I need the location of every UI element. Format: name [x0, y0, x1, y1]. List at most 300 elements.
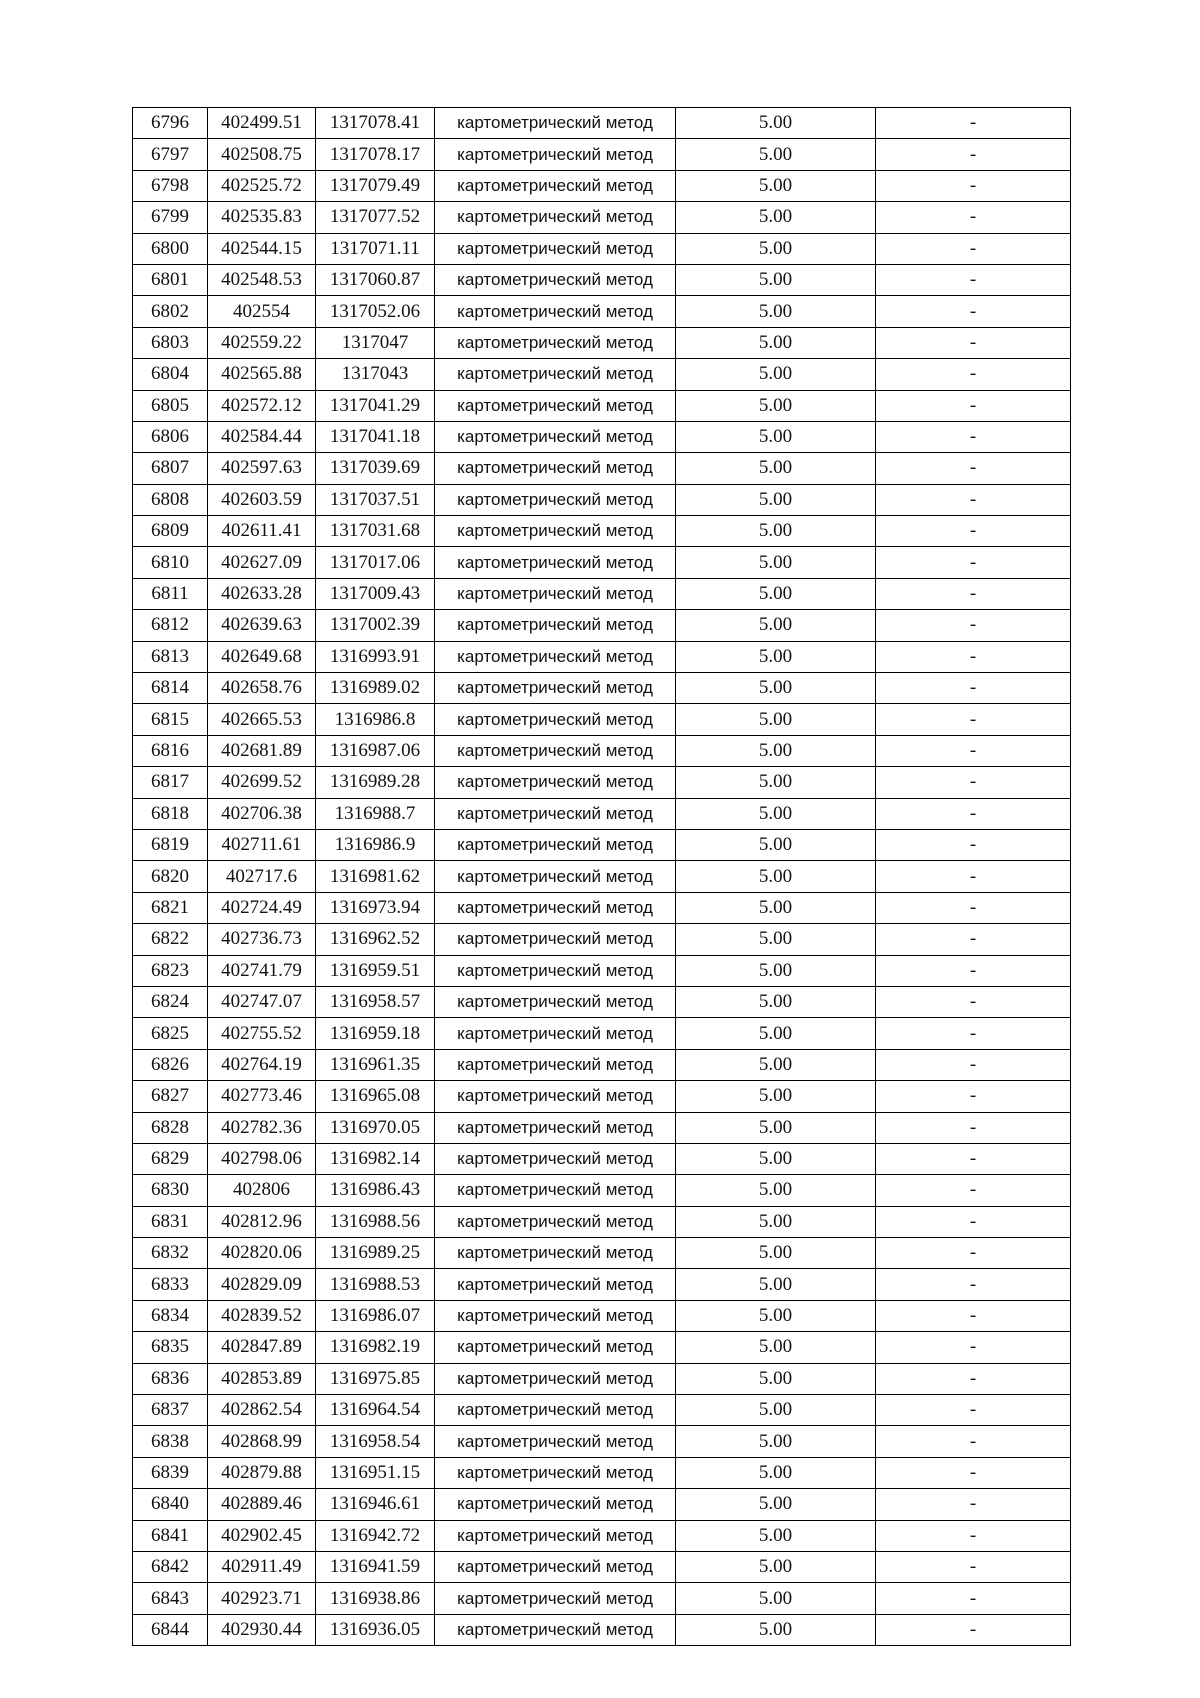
y-coordinate-cell: 1317031.68 — [316, 516, 435, 547]
note-cell: - — [876, 1206, 1071, 1237]
note-cell: - — [876, 610, 1071, 641]
method-cell: картометрический метод — [435, 767, 676, 798]
accuracy-cell: 5.00 — [676, 233, 876, 264]
x-coordinate-cell: 402658.76 — [208, 673, 316, 704]
table-row — [133, 296, 1071, 327]
y-coordinate-cell: 1317041.29 — [316, 390, 435, 421]
y-coordinate-cell: 1317078.41 — [316, 108, 435, 139]
method-cell: картометрический метод — [435, 892, 676, 923]
x-coordinate-cell: 402681.89 — [208, 735, 316, 766]
x-coordinate-cell: 402565.88 — [208, 359, 316, 390]
accuracy-cell: 5.00 — [676, 1143, 876, 1174]
note-cell: - — [876, 390, 1071, 421]
accuracy-cell: 5.00 — [676, 359, 876, 390]
method-cell: картометрический метод — [435, 202, 676, 233]
x-coordinate-cell: 402773.46 — [208, 1081, 316, 1112]
y-coordinate-cell: 1316982.14 — [316, 1143, 435, 1174]
method-cell: картометрический метод — [435, 1489, 676, 1520]
point-number-cell: 6799 — [133, 202, 208, 233]
x-coordinate-cell: 402508.75 — [208, 139, 316, 170]
note-cell: - — [876, 139, 1071, 170]
note-cell: - — [876, 1081, 1071, 1112]
table-row — [133, 1489, 1071, 1520]
accuracy-cell: 5.00 — [676, 1300, 876, 1331]
accuracy-cell: 5.00 — [676, 296, 876, 327]
x-coordinate-cell: 402525.72 — [208, 170, 316, 201]
x-coordinate-cell: 402839.52 — [208, 1300, 316, 1331]
accuracy-cell: 5.00 — [676, 1395, 876, 1426]
accuracy-cell: 5.00 — [676, 1614, 876, 1645]
accuracy-cell: 5.00 — [676, 578, 876, 609]
accuracy-cell: 5.00 — [676, 1175, 876, 1206]
accuracy-cell: 5.00 — [676, 1363, 876, 1394]
x-coordinate-cell: 402706.38 — [208, 798, 316, 829]
y-coordinate-cell: 1316986.9 — [316, 829, 435, 860]
table-row — [133, 578, 1071, 609]
table-row — [133, 1049, 1071, 1080]
y-coordinate-cell: 1316938.86 — [316, 1583, 435, 1614]
point-number-cell: 6838 — [133, 1426, 208, 1457]
note-cell: - — [876, 673, 1071, 704]
x-coordinate-cell: 402798.06 — [208, 1143, 316, 1174]
y-coordinate-cell: 1316964.54 — [316, 1395, 435, 1426]
y-coordinate-cell: 1316987.06 — [316, 735, 435, 766]
table-row — [133, 641, 1071, 672]
point-number-cell: 6813 — [133, 641, 208, 672]
method-cell: картометрический метод — [435, 1520, 676, 1551]
table-row — [133, 453, 1071, 484]
point-number-cell: 6827 — [133, 1081, 208, 1112]
accuracy-cell: 5.00 — [676, 484, 876, 515]
table-row — [133, 1457, 1071, 1488]
note-cell: - — [876, 986, 1071, 1017]
y-coordinate-cell: 1317071.11 — [316, 233, 435, 264]
point-number-cell: 6801 — [133, 264, 208, 295]
y-coordinate-cell: 1316961.35 — [316, 1049, 435, 1080]
method-cell: картометрический метод — [435, 578, 676, 609]
table-row — [133, 1081, 1071, 1112]
accuracy-cell: 5.00 — [676, 1551, 876, 1582]
method-cell: картометрический метод — [435, 547, 676, 578]
accuracy-cell: 5.00 — [676, 610, 876, 641]
accuracy-cell: 5.00 — [676, 1018, 876, 1049]
y-coordinate-cell: 1316986.43 — [316, 1175, 435, 1206]
method-cell: картометрический метод — [435, 1583, 676, 1614]
accuracy-cell: 5.00 — [676, 986, 876, 1017]
note-cell: - — [876, 1175, 1071, 1206]
note-cell: - — [876, 1363, 1071, 1394]
y-coordinate-cell: 1316946.61 — [316, 1489, 435, 1520]
point-number-cell: 6820 — [133, 861, 208, 892]
point-number-cell: 6798 — [133, 170, 208, 201]
y-coordinate-cell: 1316989.25 — [316, 1238, 435, 1269]
method-cell: картометрический метод — [435, 798, 676, 829]
accuracy-cell: 5.00 — [676, 327, 876, 358]
x-coordinate-cell: 402868.99 — [208, 1426, 316, 1457]
x-coordinate-cell: 402665.53 — [208, 704, 316, 735]
note-cell: - — [876, 108, 1071, 139]
method-cell: картометрический метод — [435, 1238, 676, 1269]
method-cell: картометрический метод — [435, 1426, 676, 1457]
accuracy-cell: 5.00 — [676, 1269, 876, 1300]
accuracy-cell: 5.00 — [676, 955, 876, 986]
table-row — [133, 547, 1071, 578]
x-coordinate-cell: 402544.15 — [208, 233, 316, 264]
y-coordinate-cell: 1316988.56 — [316, 1206, 435, 1237]
table-body — [133, 108, 1071, 1646]
point-number-cell: 6821 — [133, 892, 208, 923]
x-coordinate-cell: 402627.09 — [208, 547, 316, 578]
table-row — [133, 955, 1071, 986]
point-number-cell: 6816 — [133, 735, 208, 766]
accuracy-cell: 5.00 — [676, 924, 876, 955]
method-cell: картометрический метод — [435, 1081, 676, 1112]
table-row — [133, 108, 1071, 139]
point-number-cell: 6805 — [133, 390, 208, 421]
accuracy-cell: 5.00 — [676, 1332, 876, 1363]
y-coordinate-cell: 1317060.87 — [316, 264, 435, 295]
coordinates-table — [132, 107, 1071, 1646]
table-row — [133, 421, 1071, 452]
note-cell: - — [876, 1238, 1071, 1269]
x-coordinate-cell: 402829.09 — [208, 1269, 316, 1300]
note-cell: - — [876, 1551, 1071, 1582]
point-number-cell: 6826 — [133, 1049, 208, 1080]
x-coordinate-cell: 402847.89 — [208, 1332, 316, 1363]
x-coordinate-cell: 402853.89 — [208, 1363, 316, 1394]
method-cell: картометрический метод — [435, 1206, 676, 1237]
note-cell: - — [876, 1018, 1071, 1049]
table-row — [133, 327, 1071, 358]
point-number-cell: 6810 — [133, 547, 208, 578]
accuracy-cell: 5.00 — [676, 1238, 876, 1269]
point-number-cell: 6832 — [133, 1238, 208, 1269]
method-cell: картометрический метод — [435, 955, 676, 986]
y-coordinate-cell: 1317078.17 — [316, 139, 435, 170]
table-row — [133, 1520, 1071, 1551]
table-row — [133, 610, 1071, 641]
method-cell: картометрический метод — [435, 264, 676, 295]
point-number-cell: 6844 — [133, 1614, 208, 1645]
point-number-cell: 6819 — [133, 829, 208, 860]
y-coordinate-cell: 1317043 — [316, 359, 435, 390]
accuracy-cell: 5.00 — [676, 641, 876, 672]
note-cell: - — [876, 767, 1071, 798]
table-row — [133, 829, 1071, 860]
note-cell: - — [876, 484, 1071, 515]
table-row — [133, 986, 1071, 1017]
table-row — [133, 1175, 1071, 1206]
point-number-cell: 6811 — [133, 578, 208, 609]
point-number-cell: 6818 — [133, 798, 208, 829]
method-cell: картометрический метод — [435, 108, 676, 139]
x-coordinate-cell: 402747.07 — [208, 986, 316, 1017]
table-row — [133, 390, 1071, 421]
x-coordinate-cell: 402559.22 — [208, 327, 316, 358]
x-coordinate-cell: 402812.96 — [208, 1206, 316, 1237]
x-coordinate-cell: 402764.19 — [208, 1049, 316, 1080]
accuracy-cell: 5.00 — [676, 1457, 876, 1488]
table-row — [133, 233, 1071, 264]
accuracy-cell: 5.00 — [676, 390, 876, 421]
x-coordinate-cell: 402572.12 — [208, 390, 316, 421]
point-number-cell: 6843 — [133, 1583, 208, 1614]
method-cell: картометрический метод — [435, 453, 676, 484]
table-row — [133, 1551, 1071, 1582]
note-cell: - — [876, 547, 1071, 578]
y-coordinate-cell: 1316989.02 — [316, 673, 435, 704]
accuracy-cell: 5.00 — [676, 516, 876, 547]
table-row — [133, 924, 1071, 955]
method-cell: картометрический метод — [435, 735, 676, 766]
note-cell: - — [876, 264, 1071, 295]
note-cell: - — [876, 1332, 1071, 1363]
point-number-cell: 6835 — [133, 1332, 208, 1363]
point-number-cell: 6837 — [133, 1395, 208, 1426]
x-coordinate-cell: 402889.46 — [208, 1489, 316, 1520]
method-cell: картометрический метод — [435, 924, 676, 955]
x-coordinate-cell: 402741.79 — [208, 955, 316, 986]
accuracy-cell: 5.00 — [676, 798, 876, 829]
table-row — [133, 861, 1071, 892]
table-row — [133, 516, 1071, 547]
x-coordinate-cell: 402879.88 — [208, 1457, 316, 1488]
point-number-cell: 6815 — [133, 704, 208, 735]
accuracy-cell: 5.00 — [676, 1426, 876, 1457]
note-cell: - — [876, 1300, 1071, 1331]
x-coordinate-cell: 402535.83 — [208, 202, 316, 233]
y-coordinate-cell: 1316989.28 — [316, 767, 435, 798]
method-cell: картометрический метод — [435, 1175, 676, 1206]
method-cell: картометрический метод — [435, 421, 676, 452]
note-cell: - — [876, 1112, 1071, 1143]
note-cell: - — [876, 641, 1071, 672]
note-cell: - — [876, 578, 1071, 609]
x-coordinate-cell: 402611.41 — [208, 516, 316, 547]
note-cell: - — [876, 233, 1071, 264]
note-cell: - — [876, 704, 1071, 735]
method-cell: картометрический метод — [435, 704, 676, 735]
y-coordinate-cell: 1316970.05 — [316, 1112, 435, 1143]
x-coordinate-cell: 402633.28 — [208, 578, 316, 609]
method-cell: картометрический метод — [435, 829, 676, 860]
method-cell: картометрический метод — [435, 296, 676, 327]
y-coordinate-cell: 1316986.07 — [316, 1300, 435, 1331]
y-coordinate-cell: 1316936.05 — [316, 1614, 435, 1645]
table-row — [133, 484, 1071, 515]
accuracy-cell: 5.00 — [676, 735, 876, 766]
point-number-cell: 6817 — [133, 767, 208, 798]
x-coordinate-cell: 402902.45 — [208, 1520, 316, 1551]
y-coordinate-cell: 1316982.19 — [316, 1332, 435, 1363]
method-cell: картометрический метод — [435, 1395, 676, 1426]
method-cell: картометрический метод — [435, 1049, 676, 1080]
point-number-cell: 6841 — [133, 1520, 208, 1551]
method-cell: картометрический метод — [435, 1112, 676, 1143]
note-cell: - — [876, 892, 1071, 923]
table-row — [133, 1018, 1071, 1049]
y-coordinate-cell: 1316973.94 — [316, 892, 435, 923]
accuracy-cell: 5.00 — [676, 264, 876, 295]
note-cell: - — [876, 327, 1071, 358]
note-cell: - — [876, 1614, 1071, 1645]
y-coordinate-cell: 1317017.06 — [316, 547, 435, 578]
x-coordinate-cell: 402603.59 — [208, 484, 316, 515]
table-row — [133, 1143, 1071, 1174]
point-number-cell: 6825 — [133, 1018, 208, 1049]
point-number-cell: 6831 — [133, 1206, 208, 1237]
accuracy-cell: 5.00 — [676, 1049, 876, 1080]
y-coordinate-cell: 1317047 — [316, 327, 435, 358]
method-cell: картометрический метод — [435, 516, 676, 547]
method-cell: картометрический метод — [435, 1143, 676, 1174]
table-row — [133, 1112, 1071, 1143]
method-cell: картометрический метод — [435, 484, 676, 515]
method-cell: картометрический метод — [435, 1363, 676, 1394]
table-row — [133, 202, 1071, 233]
accuracy-cell: 5.00 — [676, 139, 876, 170]
accuracy-cell: 5.00 — [676, 1112, 876, 1143]
table-row — [133, 1332, 1071, 1363]
x-coordinate-cell: 402499.51 — [208, 108, 316, 139]
method-cell: картометрический метод — [435, 673, 676, 704]
point-number-cell: 6822 — [133, 924, 208, 955]
note-cell: - — [876, 1489, 1071, 1520]
accuracy-cell: 5.00 — [676, 108, 876, 139]
accuracy-cell: 5.00 — [676, 547, 876, 578]
note-cell: - — [876, 453, 1071, 484]
table-row — [133, 1269, 1071, 1300]
x-coordinate-cell: 402711.61 — [208, 829, 316, 860]
table-row — [133, 359, 1071, 390]
point-number-cell: 6807 — [133, 453, 208, 484]
x-coordinate-cell: 402930.44 — [208, 1614, 316, 1645]
method-cell: картометрический метод — [435, 1457, 676, 1488]
note-cell: - — [876, 421, 1071, 452]
accuracy-cell: 5.00 — [676, 861, 876, 892]
table-row — [133, 767, 1071, 798]
point-number-cell: 6842 — [133, 1551, 208, 1582]
y-coordinate-cell: 1317079.49 — [316, 170, 435, 201]
table-row — [133, 1300, 1071, 1331]
table-row — [133, 704, 1071, 735]
note-cell: - — [876, 1457, 1071, 1488]
x-coordinate-cell: 402736.73 — [208, 924, 316, 955]
note-cell: - — [876, 296, 1071, 327]
table-row — [133, 1583, 1071, 1614]
x-coordinate-cell: 402724.49 — [208, 892, 316, 923]
note-cell: - — [876, 829, 1071, 860]
point-number-cell: 6840 — [133, 1489, 208, 1520]
method-cell: картометрический метод — [435, 170, 676, 201]
y-coordinate-cell: 1317041.18 — [316, 421, 435, 452]
accuracy-cell: 5.00 — [676, 767, 876, 798]
y-coordinate-cell: 1316962.52 — [316, 924, 435, 955]
point-number-cell: 6802 — [133, 296, 208, 327]
y-coordinate-cell: 1317037.51 — [316, 484, 435, 515]
y-coordinate-cell: 1317009.43 — [316, 578, 435, 609]
x-coordinate-cell: 402597.63 — [208, 453, 316, 484]
x-coordinate-cell: 402806 — [208, 1175, 316, 1206]
x-coordinate-cell: 402820.06 — [208, 1238, 316, 1269]
point-number-cell: 6829 — [133, 1143, 208, 1174]
point-number-cell: 6836 — [133, 1363, 208, 1394]
y-coordinate-cell: 1316942.72 — [316, 1520, 435, 1551]
note-cell: - — [876, 1143, 1071, 1174]
x-coordinate-cell: 402548.53 — [208, 264, 316, 295]
note-cell: - — [876, 202, 1071, 233]
method-cell: картометрический метод — [435, 1018, 676, 1049]
method-cell: картометрический метод — [435, 1551, 676, 1582]
y-coordinate-cell: 1316959.51 — [316, 955, 435, 986]
note-cell: - — [876, 924, 1071, 955]
x-coordinate-cell: 402717.6 — [208, 861, 316, 892]
accuracy-cell: 5.00 — [676, 421, 876, 452]
table-row — [133, 1395, 1071, 1426]
note-cell: - — [876, 955, 1071, 986]
accuracy-cell: 5.00 — [676, 829, 876, 860]
accuracy-cell: 5.00 — [676, 1489, 876, 1520]
note-cell: - — [876, 170, 1071, 201]
point-number-cell: 6814 — [133, 673, 208, 704]
point-number-cell: 6834 — [133, 1300, 208, 1331]
note-cell: - — [876, 516, 1071, 547]
point-number-cell: 6800 — [133, 233, 208, 264]
y-coordinate-cell: 1316958.57 — [316, 986, 435, 1017]
x-coordinate-cell: 402639.63 — [208, 610, 316, 641]
accuracy-cell: 5.00 — [676, 1206, 876, 1237]
x-coordinate-cell: 402755.52 — [208, 1018, 316, 1049]
x-coordinate-cell: 402584.44 — [208, 421, 316, 452]
x-coordinate-cell: 402862.54 — [208, 1395, 316, 1426]
x-coordinate-cell: 402554 — [208, 296, 316, 327]
point-number-cell: 6808 — [133, 484, 208, 515]
method-cell: картометрический метод — [435, 1332, 676, 1363]
x-coordinate-cell: 402923.71 — [208, 1583, 316, 1614]
point-number-cell: 6823 — [133, 955, 208, 986]
method-cell: картометрический метод — [435, 1300, 676, 1331]
y-coordinate-cell: 1317002.39 — [316, 610, 435, 641]
y-coordinate-cell: 1317039.69 — [316, 453, 435, 484]
method-cell: картометрический метод — [435, 327, 676, 358]
method-cell: картометрический метод — [435, 233, 676, 264]
y-coordinate-cell: 1316988.7 — [316, 798, 435, 829]
x-coordinate-cell: 402911.49 — [208, 1551, 316, 1582]
table-row — [133, 264, 1071, 295]
point-number-cell: 6812 — [133, 610, 208, 641]
point-number-cell: 6830 — [133, 1175, 208, 1206]
point-number-cell: 6804 — [133, 359, 208, 390]
y-coordinate-cell: 1316981.62 — [316, 861, 435, 892]
point-number-cell: 6803 — [133, 327, 208, 358]
point-number-cell: 6833 — [133, 1269, 208, 1300]
y-coordinate-cell: 1316965.08 — [316, 1081, 435, 1112]
note-cell: - — [876, 1049, 1071, 1080]
table-row — [133, 1426, 1071, 1457]
note-cell: - — [876, 1583, 1071, 1614]
y-coordinate-cell: 1316993.91 — [316, 641, 435, 672]
table-row — [133, 1363, 1071, 1394]
accuracy-cell: 5.00 — [676, 170, 876, 201]
accuracy-cell: 5.00 — [676, 892, 876, 923]
point-number-cell: 6809 — [133, 516, 208, 547]
table-row — [133, 798, 1071, 829]
note-cell: - — [876, 1426, 1071, 1457]
table-row — [133, 735, 1071, 766]
note-cell: - — [876, 1520, 1071, 1551]
point-number-cell: 6828 — [133, 1112, 208, 1143]
point-number-cell: 6796 — [133, 108, 208, 139]
